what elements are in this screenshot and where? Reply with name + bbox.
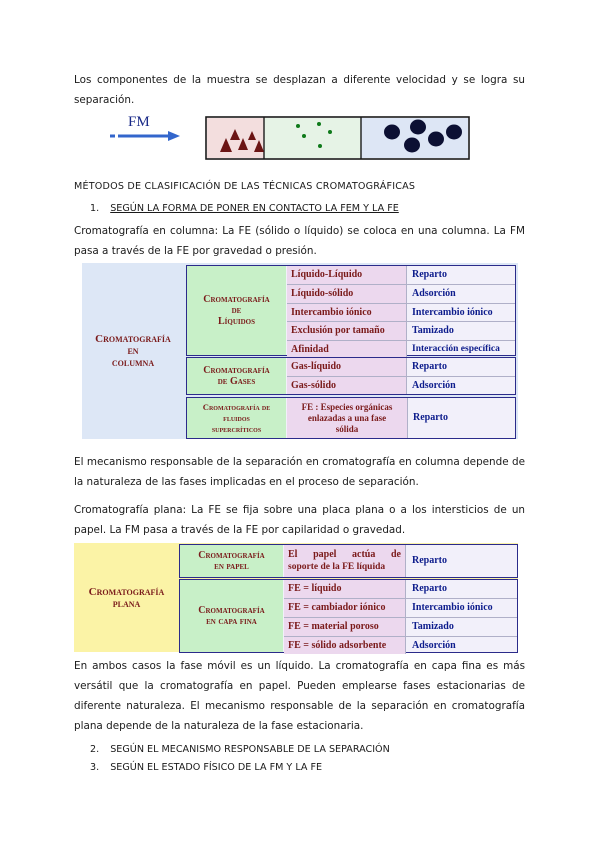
row-type: Gas-sólido xyxy=(287,377,406,394)
row-mechanism: Adsorción xyxy=(405,637,517,654)
row-mechanism: Reparto xyxy=(406,266,515,284)
row-mechanism: Tamizado xyxy=(405,618,517,636)
gases-label xyxy=(187,358,286,394)
capa-block xyxy=(179,579,518,653)
row-mechanism: Adsorción xyxy=(406,377,515,394)
intro-paragraph xyxy=(74,70,525,110)
section-3-title xyxy=(90,762,322,773)
liquidos-line-2: de xyxy=(231,305,242,316)
columna-main-line-1: Cromatografía xyxy=(95,333,171,345)
row-type: Exclusión por tamaño xyxy=(287,322,406,340)
liquidos-rows xyxy=(287,266,515,358)
columna-main-line-3: columna xyxy=(111,357,155,369)
fluidos-fe-line-3: sólida xyxy=(335,423,359,434)
fluidos-line-3: supercríticos xyxy=(211,423,262,434)
liquidos-line-3: Líquidos xyxy=(217,316,255,327)
fluidos-fe-line-2: enlazadas a una fase xyxy=(307,412,387,423)
table-row xyxy=(284,618,517,637)
row-mechanism: Intercambio iónico xyxy=(406,304,515,322)
row-type: FE = sólido adsorbente xyxy=(284,637,405,654)
plana-paragraph: Cromatografía plana: La FE se fija sobre una placa plana o a los intersticios de un papel. La FM pasa a través de la FE por capilaridad o gravedad. xyxy=(74,504,525,536)
table-row xyxy=(287,341,515,358)
arrow-right-icon xyxy=(110,131,180,141)
row-type: FE = líquido xyxy=(284,580,405,598)
table-row xyxy=(284,599,517,618)
liquidos-block xyxy=(186,265,516,356)
columna-main-line-2: en xyxy=(127,345,139,357)
papel-desc-line-2: soporte de la FE líquida xyxy=(288,562,386,572)
section-2-title xyxy=(90,744,390,755)
fluidos-label xyxy=(187,398,286,438)
liquidos-label xyxy=(187,266,286,355)
row-mechanism: Intercambio iónico xyxy=(405,599,517,617)
methods-heading: MÉTODOS DE CLASIFICACIÓN DE LAS TÉCNICAS CROMATOGRÁFICAS xyxy=(74,181,416,192)
columna-table xyxy=(82,263,518,439)
row-mechanism: Tamizado xyxy=(406,322,515,340)
liquidos-line-1: Cromatografía xyxy=(203,294,270,305)
section-2-title-text: SEGÚN EL MECANISMO RESPONSABLE DE LA SEPARACIÓN xyxy=(110,744,390,755)
section-1-title-text: SEGÚN LA FORMA DE PONER EN CONTACTO LA FEM Y LA FE xyxy=(110,203,399,214)
section-3-number: 3. xyxy=(90,762,100,773)
row-type: Líquido-Líquido xyxy=(287,266,406,284)
gases-line-2: de Gases xyxy=(217,376,256,387)
columna-paragraph: Cromatografía en columna: La FE (sólido o líquido) se coloca en una columna. La FM pasa a través de la FE por gravedad o presión. xyxy=(74,225,525,257)
papel-line-2: en papel xyxy=(214,561,249,572)
papel-block xyxy=(179,544,518,578)
zone-green xyxy=(264,118,361,158)
section-1-title xyxy=(90,203,399,214)
fluidos-fe-line-1: FE : Especies orgánicas xyxy=(301,401,393,412)
plana-main-line-2: plana xyxy=(112,597,141,610)
row-type: FE = material poroso xyxy=(284,618,405,636)
fluidos-line-1: Cromatografía de xyxy=(202,401,271,412)
fluidos-block xyxy=(186,397,516,439)
section-3-title-text: SEGÚN EL ESTADO FÍSICO DE LA FM Y LA FE xyxy=(110,762,323,773)
plana-main-line-1: Cromatografía xyxy=(88,585,165,598)
papel-desc xyxy=(284,545,405,577)
papel-line-1: Cromatografía xyxy=(198,550,265,561)
papel-mechanism: Reparto xyxy=(405,545,517,577)
capa-rows xyxy=(284,580,517,654)
row-mechanism: Adsorción xyxy=(406,285,515,303)
table-row xyxy=(284,580,517,599)
papel-desc-line-1: El papel actúa de xyxy=(288,549,401,560)
plana-table xyxy=(74,543,518,652)
columna-mechanism-paragraph: El mecanismo responsable de la separación en cromatografía en columna depende de la naturaleza de las fases implicadas en el proceso de separación. xyxy=(74,456,525,488)
intro-line-1: Los componentes de la muestra se desplazan a diferente velocidad y se logra su xyxy=(74,74,525,86)
capa-line-2: en capa fina xyxy=(206,616,257,627)
fluidos-line-2: fluidos xyxy=(223,412,250,423)
fm-label: FM xyxy=(128,114,150,130)
row-type: Intercambio iónico xyxy=(287,304,406,322)
fluidos-fe xyxy=(287,398,407,438)
table-row xyxy=(287,304,515,323)
capa-line-1: Cromatografía xyxy=(198,605,265,616)
gases-rows xyxy=(287,358,515,394)
table-row xyxy=(284,637,517,654)
table-row xyxy=(287,285,515,304)
papel-label xyxy=(180,545,283,577)
row-type: Líquido-sólido xyxy=(287,285,406,303)
row-mechanism: Interacción específica xyxy=(406,341,515,358)
row-type: Gas-líquido xyxy=(287,358,406,376)
columna-main-label xyxy=(82,263,184,439)
row-mechanism: Reparto xyxy=(405,580,517,598)
row-type: Afinidad xyxy=(287,341,406,358)
table-row xyxy=(287,358,515,377)
table-row xyxy=(287,377,515,394)
plana-main-label xyxy=(74,543,179,652)
row-mechanism: Reparto xyxy=(406,358,515,376)
intro-line-2: separación. xyxy=(74,94,135,106)
gases-line-1: Cromatografía xyxy=(203,365,270,376)
comparison-paragraph: En ambos casos la fase móvil es un líquido. La cromatografía en capa fina es más versátil que la cromatografía en papel. Pueden emplearse fases estacionarias de diferente naturaleza. El mecanismo responsable de la separación en cromatografía plana depende de la naturaleza de la fase estacionaria. xyxy=(74,660,525,732)
section-1-number: 1. xyxy=(90,203,100,214)
row-type: FE = cambiador iónico xyxy=(284,599,405,617)
gases-block xyxy=(186,357,516,395)
section-2-number: 2. xyxy=(90,744,100,755)
fluidos-mechanism: Reparto xyxy=(407,398,515,438)
table-row xyxy=(287,266,515,285)
separation-diagram xyxy=(110,112,470,162)
capa-label xyxy=(180,580,283,652)
table-row xyxy=(287,322,515,341)
